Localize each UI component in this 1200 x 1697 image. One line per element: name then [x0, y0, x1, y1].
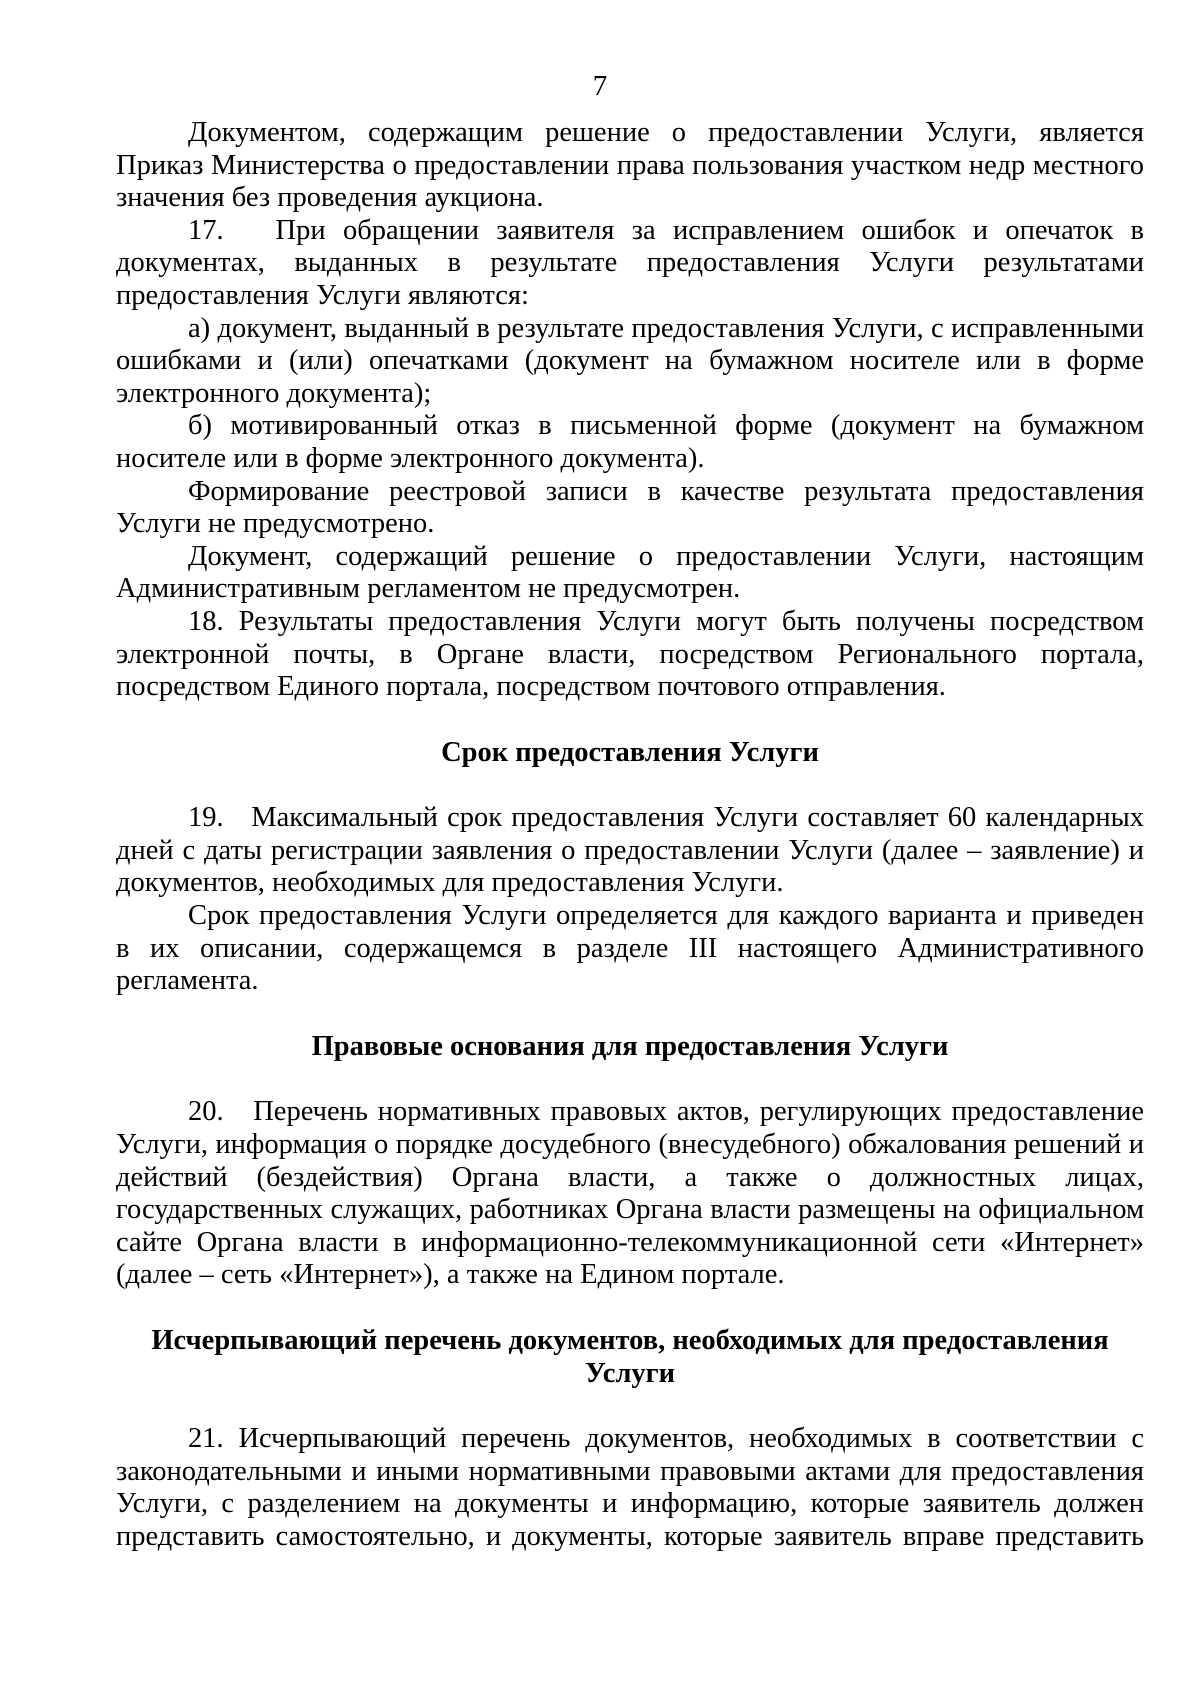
paragraph-17-a: а) документ, выданный в результате предоставления Услуги, с исправленными ошибками и (или) опечатками (документ на бумажном носителе или в форме электронного документа);: [116, 312, 1144, 409]
page-number: 7: [592, 70, 608, 102]
heading-service-term: Срок предоставления Услуги: [441, 736, 819, 768]
paragraph-20: 20. Перечень нормативных правовых актов, регулирующих предоставление Услуги, информация о порядке досудебного (внесудебного) обжалования решений и действий (бездействия) Органа власти, а также о должностных лицах, государственных служащих, работниках Органа власти размещены на официальном сайте Органа власти в информационно-телекоммуникационной сети «Интернет» (далее – сеть «Интернет»), а также на Едином портале.: [116, 1096, 1152, 1291]
paragraph-17-b: б) мотивированный отказ в письменной форме (документ на бумажном носителе или в форме электронного документа).: [116, 410, 1144, 474]
paragraph-registry-record: Формирование реестровой записи в качестве результата предоставления Услуги не предусмотрено.: [116, 475, 1144, 540]
heading-documents-list: Исчерпывающий перечень документов, необходимых для предоставления Услуги: [151, 1325, 1109, 1389]
paragraph-decision-document: Документ, содержащий решение о предоставлении Услуги, настоящим Административным регламентом не предусмотрен.: [116, 540, 1144, 605]
paragraph-19: 19. Максимальный срок предоставления Услуги составляет 60 календарных дней с даты регистрации заявления о предоставлении Услуги (далее – заявление) и документов, необходимых для предоставления Услуги.: [116, 802, 1152, 899]
paragraph-18: 18. Результаты предоставления Услуги могут быть получены посредством электронной почты, в Органе власти, посредством Регионального портала, посредством Единого портала, посредством почтового отправления.: [116, 605, 1144, 703]
paragraph-17: 17. При обращении заявителя за исправлением ошибок и опечаток в документах, выданных в результате предоставления Услуги результатами предоставления Услуги являются:: [116, 214, 1152, 311]
paragraph-term-variants: Срок предоставления Услуги определяется для каждого варианта и приведен в их описании, содержащемся в разделе III настоящего Административного регламента.: [116, 900, 1144, 997]
paragraph-21: 21. Исчерпывающий перечень документов, необходимых в соответствии с законодательными и иными нормативными правовыми актами для предоставления Услуги, с разделением на документы и информацию, которые заявитель должен представить самостоятельно, и документы, которые заявитель вправе представить: [116, 1423, 1144, 1552]
heading-legal-grounds: Правовые основания для предоставления Услуги: [311, 1030, 949, 1062]
paragraph-result-document: Документом, содержащим решение о предоставлении Услуги, является Приказ Министерства о предоставлении права пользования участком недр местного значения без проведения аукциона.: [116, 117, 1144, 214]
document-body: [116, 117, 1152, 1554]
